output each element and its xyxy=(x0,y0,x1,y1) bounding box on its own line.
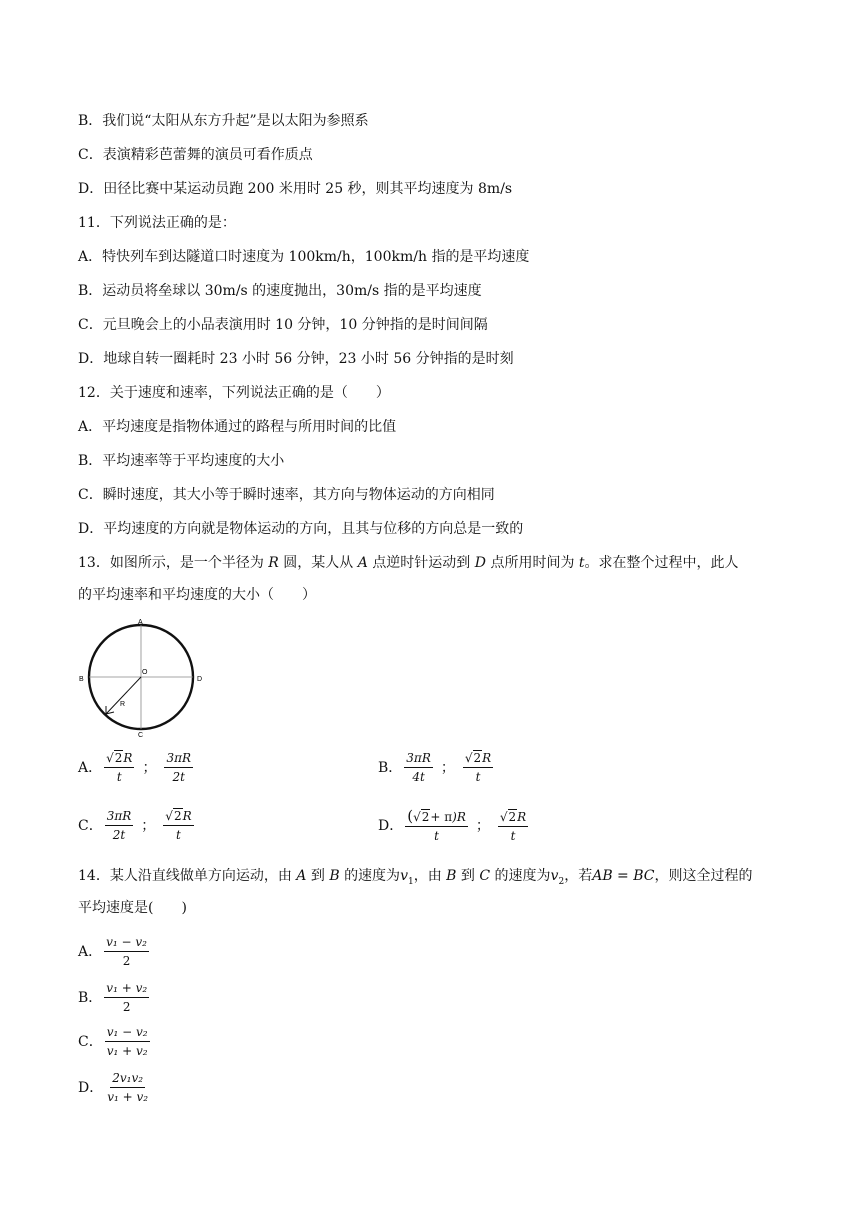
q13-stem: 13．如图所示，是一个半径为 R 圆，某人从 A 点逆时针运动到 D 点所用时间为 t。求在整个过程中，此人 xyxy=(78,555,739,571)
q11-option-d: D．地球自转一圈耗时 23 小时 56 分钟，23 小时 56 分钟指的是时刻 xyxy=(78,351,514,367)
q14-option-a: A． $\frac{\text{v₁ − v₂}}{2}$ xyxy=(78,935,147,968)
q11-stem: 11．下列说法正确的是： xyxy=(78,215,236,231)
q14-option-b: B． $\frac{\text{v₁ + v₂}}{2}$ xyxy=(78,981,148,1014)
q10-option-d: D．田径比赛中某运动员跑 200 米用时 25 秒，则其平均速度为 8m/s xyxy=(78,181,513,197)
q13-option-d: D． $\frac{(√2+ \pi)R}{t}$ ； $\frac{√2R}{t}$ xyxy=(378,807,527,843)
label-d: D xyxy=(197,676,203,683)
label-c: C xyxy=(138,732,144,739)
label-a: A xyxy=(138,619,143,626)
q13-circle-figure xyxy=(76,614,216,744)
q13-option-a: A． $\frac{√2R}{t}$ ； $\frac{3\pi R}{2t}$ xyxy=(78,751,192,784)
q12-option-b: B．平均速率等于平均速度的大小 xyxy=(78,453,285,469)
q11-option-a: A．特快列车到达隧道口时速度为 100km/h，100km/h 指的是平均速度 xyxy=(78,249,530,265)
label-o: O xyxy=(142,669,148,676)
q11-option-b: B．运动员将垒球以 30m/s 的速度抛出，30m/s 指的是平均速度 xyxy=(78,283,482,299)
q14-option-d: D． $\frac{\text{2v₁v₂}}{\text{v₁ + v₂}}$ xyxy=(78,1071,149,1104)
q13-option-c: C． $\frac{3\pi R}{2t}$ ； $\frac{√2R}{t}$ xyxy=(78,809,192,842)
q12-option-c: C．瞬时速度，其大小等于瞬时速率，其方向与物体运动的方向相同 xyxy=(78,487,495,503)
q14-stem-line2: 平均速度是( ) xyxy=(78,900,187,916)
q10-option-c: C．表演精彩芭蕾舞的演员可看作质点 xyxy=(78,147,313,163)
q10-option-b: B．我们说“太阳从东方升起”是以太阳为参照系 xyxy=(78,113,369,129)
label-b: B xyxy=(79,676,84,683)
label-r: R xyxy=(120,701,126,708)
q13-option-b: B． $\frac{3\pi R}{4t}$ ； $\frac{√2R}{t}$ xyxy=(378,751,492,784)
q12-stem: 12．关于速度和速率，下列说法正确的是（ ） xyxy=(78,385,390,401)
q14-stem: 14．某人沿直线做单方向运动，由 A 到 B 的速度为$v_1$，由 B 到 C 的速度为$v_2$，若AB = BC，则这全过程的 xyxy=(78,868,753,887)
radius-arrow xyxy=(106,677,141,714)
q13-stem-line2: 的平均速率和平均速度的大小（ ） xyxy=(78,587,316,603)
q14-option-c: C． $\frac{\text{v₁ − v₂}}{\text{v₁ + v₂}}$ xyxy=(78,1025,148,1058)
q11-option-c: C．元旦晚会上的小品表演用时 10 分钟，10 分钟指的是时间间隔 xyxy=(78,317,488,333)
q12-option-a: A．平均速度是指物体通过的路程与所用时间的比值 xyxy=(78,419,397,435)
q12-option-d: D．平均速度的方向就是物体运动的方向，且其与位移的方向总是一致的 xyxy=(78,521,524,537)
